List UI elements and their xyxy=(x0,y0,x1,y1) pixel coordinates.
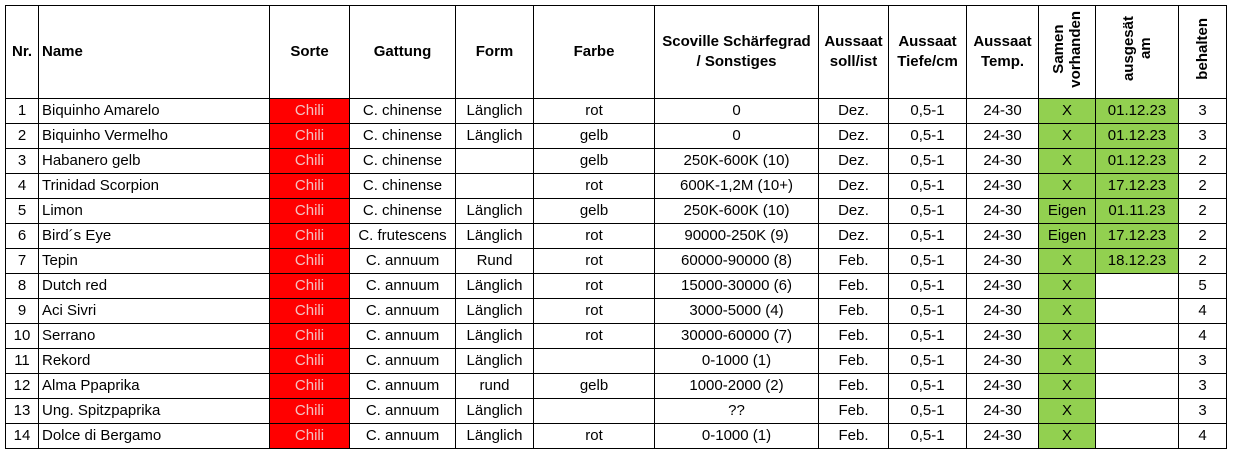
table-row xyxy=(6,99,1227,124)
cell-gattung: C. annuum xyxy=(350,424,456,449)
cell-sorte: Chili xyxy=(270,349,350,374)
header-scoville-line1: Scoville Schärfegrad xyxy=(662,33,811,50)
header-nr: Nr. xyxy=(6,6,39,99)
cell-ausgesaet-am xyxy=(1096,374,1179,399)
table-row xyxy=(6,424,1227,449)
header-gattung: Gattung xyxy=(350,6,456,99)
table-row xyxy=(6,224,1227,249)
cell-behalten: 2 xyxy=(1179,249,1227,274)
table-row xyxy=(6,399,1227,424)
cell-nr: 6 xyxy=(6,224,39,249)
cell-ausgesaet-am xyxy=(1096,324,1179,349)
cell-ausgesaet-am xyxy=(1096,349,1179,374)
cell-ausgesaet-am: 18.12.23 xyxy=(1096,249,1179,274)
cell-aussaat-tiefe: 0,5-1 xyxy=(889,399,967,424)
cell-nr: 10 xyxy=(6,324,39,349)
header-row xyxy=(6,6,1227,99)
cell-form: Länglich xyxy=(456,349,534,374)
cell-name: Biquinho Amarelo xyxy=(39,99,270,124)
cell-aussaat-soll: Feb. xyxy=(819,249,889,274)
cell-name: Limon xyxy=(39,199,270,224)
cell-sorte: Chili xyxy=(270,374,350,399)
cell-samen-vorhanden: X xyxy=(1039,424,1096,449)
cell-aussaat-tiefe: 0,5-1 xyxy=(889,199,967,224)
seed-table xyxy=(5,5,1227,449)
header-farbe: Farbe xyxy=(534,6,655,99)
cell-form: Länglich xyxy=(456,424,534,449)
cell-ausgesaet-am: 17.12.23 xyxy=(1096,224,1179,249)
cell-farbe: rot xyxy=(534,424,655,449)
cell-gattung: C. annuum xyxy=(350,374,456,399)
cell-ausgesaet-am xyxy=(1096,274,1179,299)
cell-nr: 2 xyxy=(6,124,39,149)
cell-gattung: C. frutescens xyxy=(350,224,456,249)
cell-farbe: rot xyxy=(534,274,655,299)
cell-aussaat-soll: Dez. xyxy=(819,124,889,149)
header-ausgesaet-am-text: ausgesät am xyxy=(1120,16,1154,82)
cell-sorte: Chili xyxy=(270,174,350,199)
cell-behalten: 3 xyxy=(1179,124,1227,149)
cell-samen-vorhanden: Eigen xyxy=(1039,224,1096,249)
header-aussaat-tiefe-line1: Aussaat xyxy=(898,33,957,50)
header-scoville xyxy=(655,6,819,99)
cell-sorte: Chili xyxy=(270,299,350,324)
cell-nr: 5 xyxy=(6,199,39,224)
cell-scoville: 250K-600K (10) xyxy=(655,149,819,174)
header-ausgesaet-am xyxy=(1096,6,1179,99)
cell-behalten: 3 xyxy=(1179,374,1227,399)
cell-aussaat-soll: Dez. xyxy=(819,174,889,199)
cell-scoville: 600K-1,2M (10+) xyxy=(655,174,819,199)
cell-samen-vorhanden: X xyxy=(1039,174,1096,199)
header-samen-vorhanden xyxy=(1039,6,1096,99)
cell-aussaat-temp: 24-30 xyxy=(967,199,1039,224)
cell-ausgesaet-am: 01.12.23 xyxy=(1096,99,1179,124)
cell-scoville: 90000-250K (9) xyxy=(655,224,819,249)
cell-aussaat-temp: 24-30 xyxy=(967,299,1039,324)
cell-name: Habanero gelb xyxy=(39,149,270,174)
cell-aussaat-temp: 24-30 xyxy=(967,224,1039,249)
cell-sorte: Chili xyxy=(270,249,350,274)
cell-aussaat-tiefe: 0,5-1 xyxy=(889,174,967,199)
cell-aussaat-temp: 24-30 xyxy=(967,349,1039,374)
cell-aussaat-soll: Feb. xyxy=(819,424,889,449)
cell-farbe: gelb xyxy=(534,374,655,399)
cell-farbe: rot xyxy=(534,249,655,274)
header-aussaat-soll-line1: Aussaat xyxy=(824,33,883,50)
cell-gattung: C. chinense xyxy=(350,99,456,124)
cell-behalten: 4 xyxy=(1179,424,1227,449)
cell-scoville: 0-1000 (1) xyxy=(655,424,819,449)
cell-form: rund xyxy=(456,374,534,399)
cell-samen-vorhanden: Eigen xyxy=(1039,199,1096,224)
cell-form: Länglich xyxy=(456,124,534,149)
cell-aussaat-soll: Dez. xyxy=(819,149,889,174)
cell-aussaat-temp: 24-30 xyxy=(967,249,1039,274)
cell-scoville: 3000-5000 (4) xyxy=(655,299,819,324)
cell-nr: 8 xyxy=(6,274,39,299)
cell-aussaat-temp: 24-30 xyxy=(967,124,1039,149)
cell-aussaat-soll: Feb. xyxy=(819,324,889,349)
cell-gattung: C. annuum xyxy=(350,274,456,299)
cell-aussaat-soll: Dez. xyxy=(819,99,889,124)
header-form: Form xyxy=(456,6,534,99)
cell-nr: 12 xyxy=(6,374,39,399)
table-row xyxy=(6,324,1227,349)
cell-behalten: 2 xyxy=(1179,199,1227,224)
cell-aussaat-temp: 24-30 xyxy=(967,149,1039,174)
header-aussaat-tiefe-line2: Tiefe/cm xyxy=(897,53,958,70)
cell-samen-vorhanden: X xyxy=(1039,274,1096,299)
cell-farbe: rot xyxy=(534,224,655,249)
cell-aussaat-tiefe: 0,5-1 xyxy=(889,249,967,274)
cell-gattung: C. annuum xyxy=(350,399,456,424)
cell-aussaat-temp: 24-30 xyxy=(967,174,1039,199)
cell-name: Trinidad Scorpion xyxy=(39,174,270,199)
cell-behalten: 3 xyxy=(1179,349,1227,374)
header-behalten-text: behalten xyxy=(1194,18,1211,80)
cell-aussaat-temp: 24-30 xyxy=(967,399,1039,424)
cell-farbe: rot xyxy=(534,99,655,124)
cell-behalten: 4 xyxy=(1179,324,1227,349)
cell-aussaat-tiefe: 0,5-1 xyxy=(889,299,967,324)
cell-samen-vorhanden: X xyxy=(1039,399,1096,424)
cell-aussaat-tiefe: 0,5-1 xyxy=(889,424,967,449)
cell-sorte: Chili xyxy=(270,399,350,424)
cell-farbe: rot xyxy=(534,299,655,324)
cell-gattung: C. chinense xyxy=(350,124,456,149)
table-row xyxy=(6,149,1227,174)
cell-name: Bird´s Eye xyxy=(39,224,270,249)
cell-nr: 3 xyxy=(6,149,39,174)
cell-nr: 4 xyxy=(6,174,39,199)
cell-sorte: Chili xyxy=(270,224,350,249)
cell-gattung: C. annuum xyxy=(350,249,456,274)
cell-name: Dolce di Bergamo xyxy=(39,424,270,449)
cell-form xyxy=(456,149,534,174)
cell-ausgesaet-am xyxy=(1096,299,1179,324)
cell-sorte: Chili xyxy=(270,124,350,149)
cell-gattung: C. chinense xyxy=(350,174,456,199)
cell-aussaat-soll: Feb. xyxy=(819,349,889,374)
cell-behalten: 4 xyxy=(1179,299,1227,324)
cell-aussaat-soll: Feb. xyxy=(819,274,889,299)
cell-aussaat-temp: 24-30 xyxy=(967,99,1039,124)
header-behalten xyxy=(1179,6,1227,99)
header-samen-vorhanden-text: Samen vorhanden xyxy=(1050,10,1084,88)
cell-aussaat-tiefe: 0,5-1 xyxy=(889,274,967,299)
cell-ausgesaet-am: 01.12.23 xyxy=(1096,149,1179,174)
cell-aussaat-temp: 24-30 xyxy=(967,374,1039,399)
cell-farbe: gelb xyxy=(534,199,655,224)
cell-sorte: Chili xyxy=(270,149,350,174)
cell-samen-vorhanden: X xyxy=(1039,124,1096,149)
cell-aussaat-tiefe: 0,5-1 xyxy=(889,149,967,174)
cell-scoville: 0 xyxy=(655,124,819,149)
cell-aussaat-temp: 24-30 xyxy=(967,424,1039,449)
cell-name: Tepin xyxy=(39,249,270,274)
table-row xyxy=(6,124,1227,149)
cell-behalten: 2 xyxy=(1179,149,1227,174)
cell-sorte: Chili xyxy=(270,199,350,224)
cell-samen-vorhanden: X xyxy=(1039,349,1096,374)
cell-aussaat-soll: Feb. xyxy=(819,374,889,399)
cell-behalten: 3 xyxy=(1179,399,1227,424)
cell-farbe xyxy=(534,349,655,374)
cell-behalten: 3 xyxy=(1179,99,1227,124)
table-row xyxy=(6,174,1227,199)
table-row xyxy=(6,299,1227,324)
cell-aussaat-soll: Feb. xyxy=(819,399,889,424)
cell-form: Länglich xyxy=(456,299,534,324)
cell-ausgesaet-am xyxy=(1096,424,1179,449)
cell-aussaat-tiefe: 0,5-1 xyxy=(889,324,967,349)
header-sorte: Sorte xyxy=(270,6,350,99)
cell-samen-vorhanden: X xyxy=(1039,299,1096,324)
cell-sorte: Chili xyxy=(270,324,350,349)
cell-gattung: C. annuum xyxy=(350,324,456,349)
cell-scoville: 15000-30000 (6) xyxy=(655,274,819,299)
table-row xyxy=(6,374,1227,399)
cell-sorte: Chili xyxy=(270,274,350,299)
cell-nr: 14 xyxy=(6,424,39,449)
cell-sorte: Chili xyxy=(270,424,350,449)
cell-ausgesaet-am xyxy=(1096,399,1179,424)
header-aussaat-soll-line2: soll/ist xyxy=(829,53,878,70)
cell-gattung: C. annuum xyxy=(350,349,456,374)
cell-name: Serrano xyxy=(39,324,270,349)
header-aussaat-temp-line1: Aussaat xyxy=(973,33,1032,50)
cell-scoville: 0-1000 (1) xyxy=(655,349,819,374)
header-scoville-line2: / Sonstiges xyxy=(696,53,777,70)
cell-name: Rekord xyxy=(39,349,270,374)
cell-aussaat-soll: Dez. xyxy=(819,199,889,224)
cell-ausgesaet-am: 01.11.23 xyxy=(1096,199,1179,224)
cell-name: Dutch red xyxy=(39,274,270,299)
cell-scoville: 0 xyxy=(655,99,819,124)
cell-name: Aci Sivri xyxy=(39,299,270,324)
cell-farbe: gelb xyxy=(534,149,655,174)
cell-aussaat-temp: 24-30 xyxy=(967,274,1039,299)
table-row xyxy=(6,349,1227,374)
cell-name: Biquinho Vermelho xyxy=(39,124,270,149)
cell-sorte: Chili xyxy=(270,99,350,124)
cell-samen-vorhanden: X xyxy=(1039,149,1096,174)
cell-aussaat-tiefe: 0,5-1 xyxy=(889,374,967,399)
cell-samen-vorhanden: X xyxy=(1039,99,1096,124)
cell-ausgesaet-am: 01.12.23 xyxy=(1096,124,1179,149)
cell-name: Ung. Spitzpaprika xyxy=(39,399,270,424)
cell-form: Länglich xyxy=(456,324,534,349)
header-name: Name xyxy=(39,6,270,99)
cell-nr: 11 xyxy=(6,349,39,374)
cell-samen-vorhanden: X xyxy=(1039,249,1096,274)
header-aussaat-temp-line2: Temp. xyxy=(980,53,1025,70)
cell-samen-vorhanden: X xyxy=(1039,374,1096,399)
cell-farbe: gelb xyxy=(534,124,655,149)
table-row xyxy=(6,249,1227,274)
cell-behalten: 5 xyxy=(1179,274,1227,299)
cell-form: Länglich xyxy=(456,224,534,249)
cell-form: Länglich xyxy=(456,274,534,299)
cell-ausgesaet-am: 17.12.23 xyxy=(1096,174,1179,199)
cell-behalten: 2 xyxy=(1179,224,1227,249)
cell-nr: 13 xyxy=(6,399,39,424)
cell-scoville: ?? xyxy=(655,399,819,424)
table-row xyxy=(6,199,1227,224)
cell-form: Länglich xyxy=(456,199,534,224)
cell-samen-vorhanden: X xyxy=(1039,324,1096,349)
cell-form xyxy=(456,174,534,199)
cell-gattung: C. chinense xyxy=(350,149,456,174)
cell-farbe: rot xyxy=(534,174,655,199)
cell-aussaat-soll: Feb. xyxy=(819,299,889,324)
cell-aussaat-tiefe: 0,5-1 xyxy=(889,224,967,249)
cell-scoville: 1000-2000 (2) xyxy=(655,374,819,399)
cell-aussaat-tiefe: 0,5-1 xyxy=(889,349,967,374)
cell-aussaat-tiefe: 0,5-1 xyxy=(889,99,967,124)
cell-scoville: 250K-600K (10) xyxy=(655,199,819,224)
cell-gattung: C. chinense xyxy=(350,199,456,224)
cell-gattung: C. annuum xyxy=(350,299,456,324)
cell-nr: 1 xyxy=(6,99,39,124)
cell-name: Alma Ppaprika xyxy=(39,374,270,399)
cell-aussaat-tiefe: 0,5-1 xyxy=(889,124,967,149)
cell-form: Länglich xyxy=(456,99,534,124)
cell-aussaat-soll: Dez. xyxy=(819,224,889,249)
cell-farbe: rot xyxy=(534,324,655,349)
cell-form: Rund xyxy=(456,249,534,274)
table-row xyxy=(6,274,1227,299)
cell-scoville: 30000-60000 (7) xyxy=(655,324,819,349)
header-aussaat-temp xyxy=(967,6,1039,99)
cell-nr: 9 xyxy=(6,299,39,324)
cell-farbe xyxy=(534,399,655,424)
cell-form: Länglich xyxy=(456,399,534,424)
header-aussaat-soll xyxy=(819,6,889,99)
cell-behalten: 2 xyxy=(1179,174,1227,199)
cell-aussaat-temp: 24-30 xyxy=(967,324,1039,349)
cell-scoville: 60000-90000 (8) xyxy=(655,249,819,274)
cell-nr: 7 xyxy=(6,249,39,274)
header-aussaat-tiefe xyxy=(889,6,967,99)
